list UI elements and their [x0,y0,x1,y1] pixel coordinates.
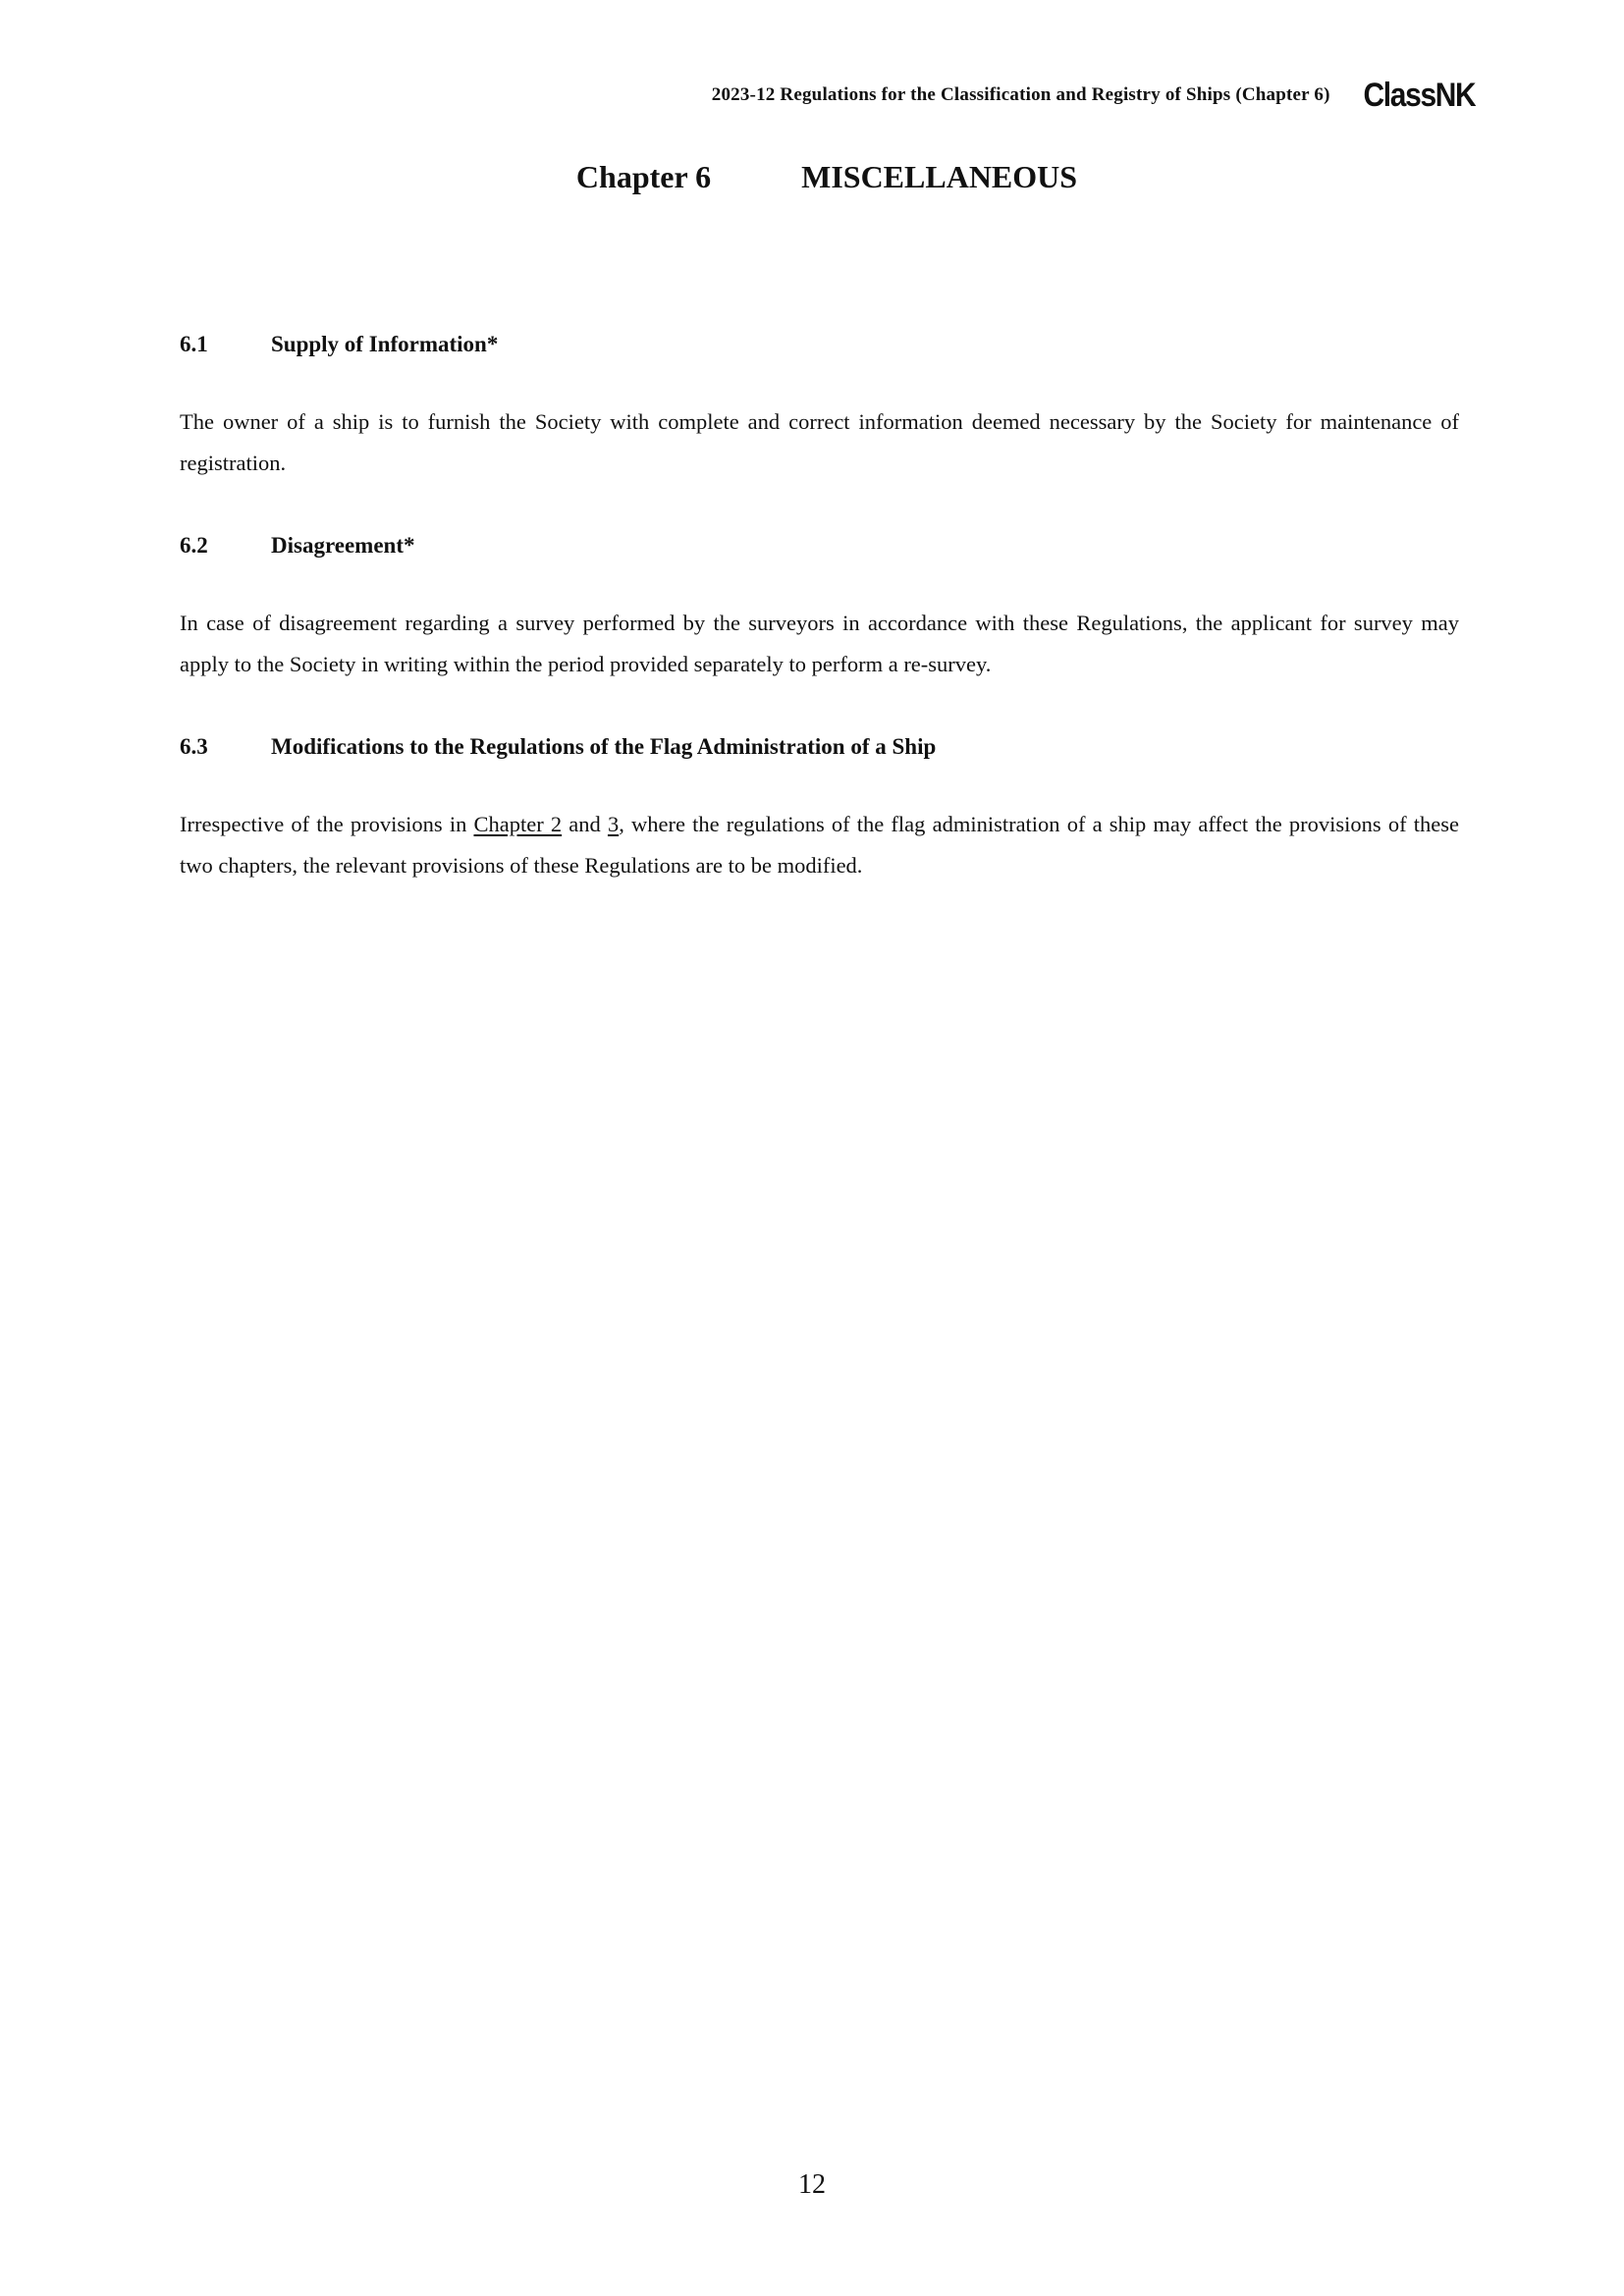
paragraph-text: Irrespective of the provisions in [180,812,474,836]
section-title: Disagreement* [271,533,415,558]
document-body [180,328,1459,932]
chapter-2-link[interactable]: Chapter 2 [473,812,563,836]
paragraph-text: , where the regulations of the flag administration of a ship may affect the provisions of these two chapters, the relevant provisions of these Regulations are to be modified. [180,812,1459,878]
section-paragraph: In case of disagreement regarding a survey performed by the surveyors in accordance with these Regulations, the applicant for survey may apply to the Society in writing within the period provided separately to perform a re-survey. [180,611,1459,676]
running-title: 2023-12 Regulations for the Classification and Registry of Ships (Chapter 6) [711,84,1330,105]
section-paragraph: The owner of a ship is to furnish the Society with complete and correct information deemed necessary by the Society for maintenance of registration. [180,409,1459,475]
chapter-number: Chapter 6 [575,159,712,194]
section-title: Supply of Information* [271,332,499,356]
chapter-3-link[interactable]: 3 [607,812,620,836]
section-6-3 [180,730,1459,886]
section-title: Modifications to the Regulations of the Flag Administration of a Ship [271,734,937,759]
section-6-2 [180,529,1459,685]
classnk-logo: ClassNK [1363,77,1475,114]
chapter-title [0,159,1624,195]
paragraph-text: and [562,812,608,836]
section-6-1 [180,328,1459,484]
section-heading [180,529,1459,562]
section-heading [180,328,1459,361]
page-number: 12 [798,2169,826,2200]
section-paragraph [180,804,1459,886]
section-number: 6.3 [180,734,208,759]
page-header [712,79,1475,112]
chapter-name: MISCELLANEOUS [801,159,1078,194]
section-number: 6.1 [180,332,208,356]
section-number: 6.2 [180,533,208,558]
section-heading [180,730,1459,764]
